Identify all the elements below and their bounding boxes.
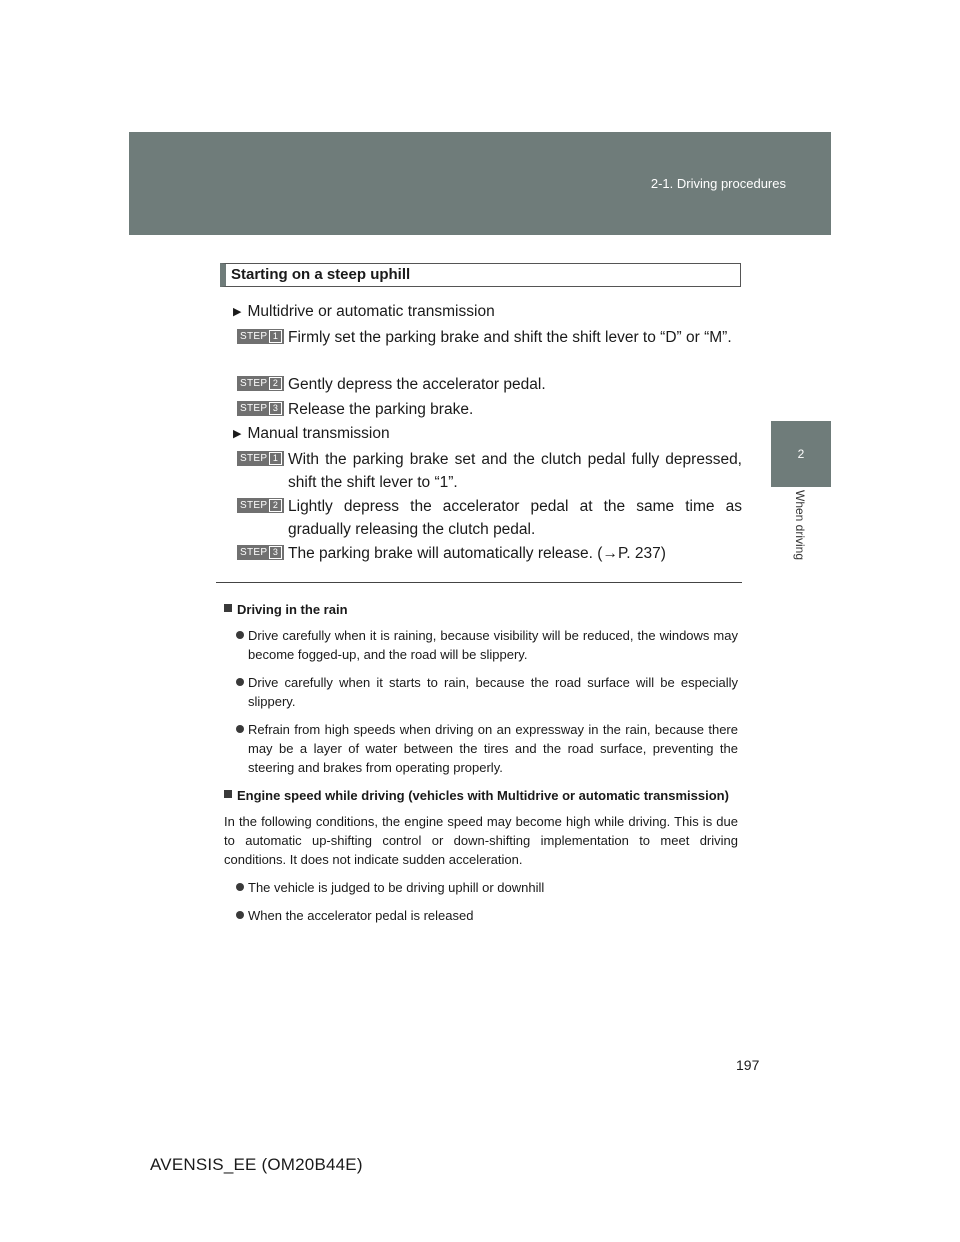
step-text: Release the parking brake. bbox=[288, 401, 474, 418]
right-triangle-icon: ▶ bbox=[233, 306, 242, 318]
dot-bullet-icon bbox=[236, 883, 244, 891]
chapter-tab bbox=[771, 421, 831, 487]
chapter-label: When driving bbox=[793, 490, 807, 561]
section-header-bar bbox=[129, 132, 831, 235]
square-bullet-icon bbox=[224, 790, 232, 798]
note-bullet: When the accelerator pedal is released bbox=[224, 906, 738, 925]
page-number: 197 bbox=[736, 1057, 760, 1073]
note-heading-rain: Driving in the rain bbox=[224, 600, 738, 619]
step-text: Lightly depress the accelerator pedal at the same time as gradually releasing the clutch pedal. bbox=[288, 498, 742, 538]
right-triangle-icon: ▶ bbox=[233, 428, 242, 440]
dot-bullet-icon bbox=[236, 725, 244, 733]
note-bullet: Drive carefully when it is raining, because visibility will be reduced, the windows may become fogged-up, and the road will be slippery. bbox=[224, 626, 738, 664]
step-manual-1 bbox=[237, 448, 742, 494]
step-auto-1 bbox=[237, 326, 742, 349]
note-paragraph: In the following conditions, the engine speed may become high while driving. This is due to automatic up-shifting control or down-shifting implementation to meet driving conditions. It does not indicate sudden acceleration. bbox=[224, 814, 738, 867]
step-manual-3 bbox=[237, 542, 742, 565]
note-bullet: The vehicle is judged to be driving uphill or downhill bbox=[224, 878, 738, 897]
step-badge: STEP 2 bbox=[237, 376, 284, 391]
document-id: AVENSIS_EE (OM20B44E) bbox=[150, 1155, 363, 1174]
group-label-manual: ▶ Manual transmission bbox=[233, 425, 390, 442]
step-text: With the parking brake set and the clutch pedal fully depressed, shift the shift lever to “1”. bbox=[288, 451, 742, 491]
notes-section bbox=[224, 600, 738, 934]
section-divider bbox=[216, 582, 742, 583]
step-manual-2 bbox=[237, 495, 742, 541]
step-auto-3 bbox=[237, 398, 742, 421]
step-auto-2 bbox=[237, 373, 742, 396]
note-heading-engine: Engine speed while driving (vehicles with Multidrive or automatic transmission) bbox=[224, 786, 738, 805]
step-badge: STEP 1 bbox=[237, 329, 284, 344]
section-title: 2-1. Driving procedures bbox=[650, 176, 786, 191]
dot-bullet-icon bbox=[236, 678, 244, 686]
square-bullet-icon bbox=[224, 604, 232, 612]
dot-bullet-icon bbox=[236, 631, 244, 639]
step-text: Gently depress the accelerator pedal. bbox=[288, 376, 546, 393]
step-badge: STEP 3 bbox=[237, 545, 284, 560]
step-badge: STEP 1 bbox=[237, 451, 284, 466]
topic-heading: Starting on a steep uphill bbox=[220, 263, 741, 287]
step-text: The parking brake will automatically release. (→P. 237) bbox=[288, 545, 666, 562]
chapter-number: 2 bbox=[797, 447, 805, 461]
note-bullet: Refrain from high speeds when driving on an expressway in the rain, because there may be a layer of water between the tires and the road surface, preventing the steering and brakes from operating properly. bbox=[224, 720, 738, 777]
step-badge: STEP 2 bbox=[237, 498, 284, 513]
chapter-label-box bbox=[771, 488, 831, 580]
step-text: Firmly set the parking brake and shift the shift lever to “D” or “M”. bbox=[288, 329, 732, 346]
group-label-automatic: ▶ Multidrive or automatic transmission bbox=[233, 303, 495, 320]
dot-bullet-icon bbox=[236, 911, 244, 919]
step-badge: STEP 3 bbox=[237, 401, 284, 416]
note-bullet: Drive carefully when it starts to rain, because the road surface will be especially slippery. bbox=[224, 673, 738, 711]
